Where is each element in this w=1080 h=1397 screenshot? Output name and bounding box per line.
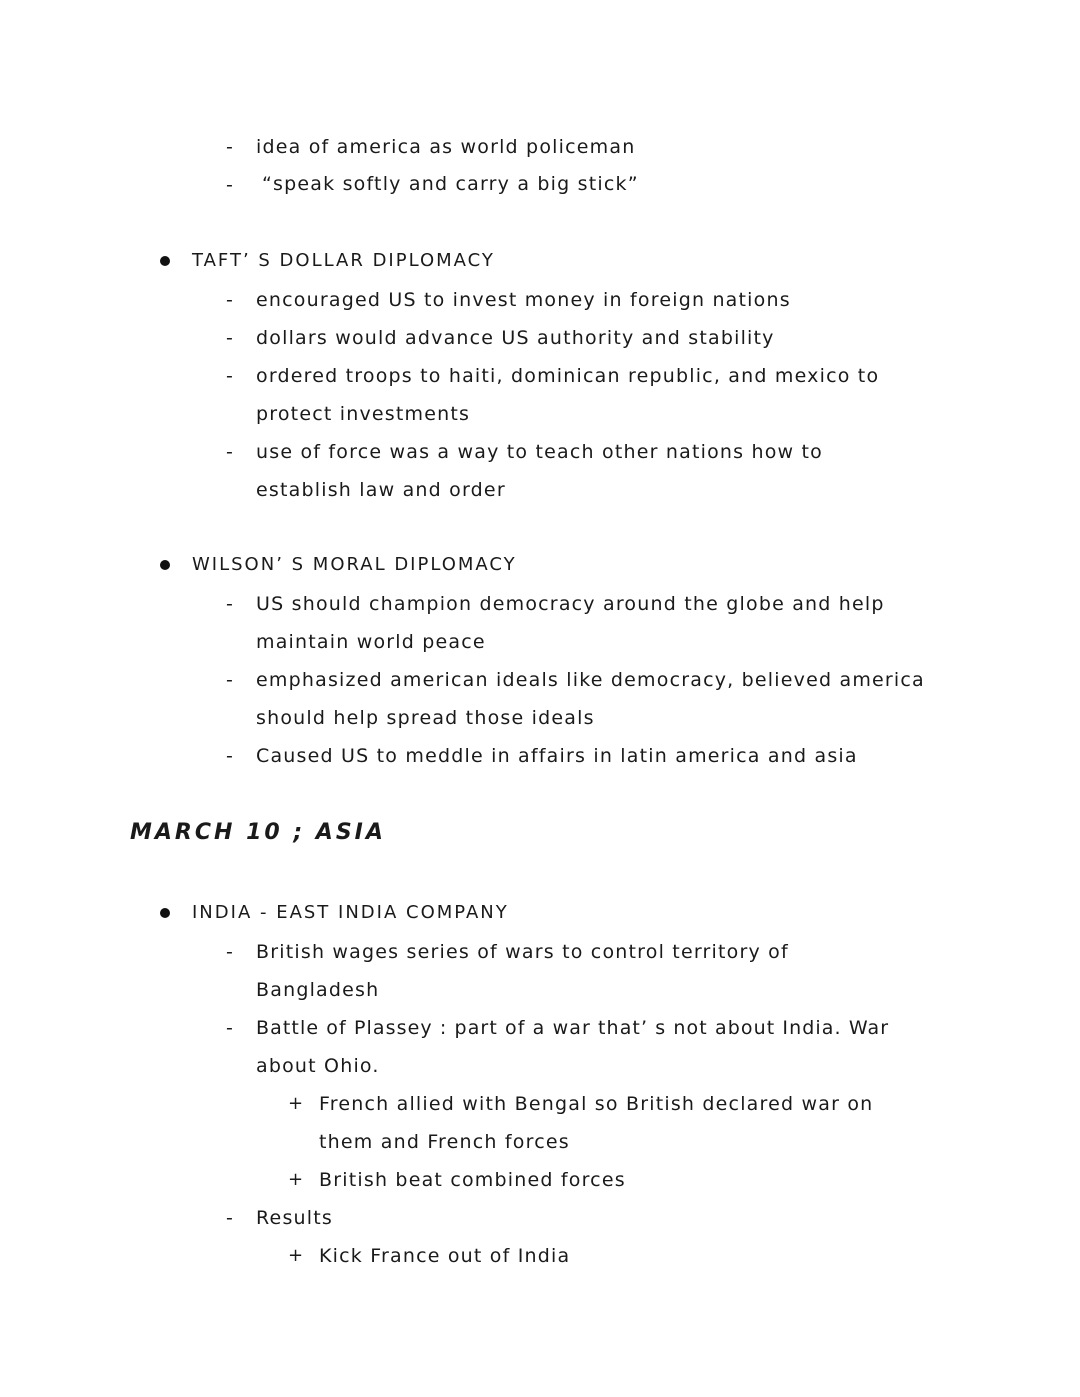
bullet-dot xyxy=(160,560,170,570)
bullet-dot xyxy=(160,256,170,266)
dash-marker: - xyxy=(226,174,233,196)
note-line: dollars would advance US authority and stability xyxy=(256,327,775,349)
note-line: French allied with Bengal so British declared war on xyxy=(319,1093,874,1115)
note-line: Bangladesh xyxy=(256,979,380,1001)
wilson-heading: WILSON’ S MORAL DIPLOMACY xyxy=(192,554,517,575)
note-line: Caused US to meddle in affairs in latin america and asia xyxy=(256,745,858,767)
dash-marker: - xyxy=(226,1017,233,1039)
note-line: about Ohio. xyxy=(256,1055,380,1077)
dash-marker: - xyxy=(226,441,233,463)
taft-heading: TAFT’ S DOLLAR DIPLOMACY xyxy=(192,250,495,271)
note-line: should help spread those ideals xyxy=(256,707,595,729)
note-line: encouraged US to invest money in foreign nations xyxy=(256,289,791,311)
plus-marker: + xyxy=(288,1169,304,1190)
dash-marker: - xyxy=(226,593,233,615)
india-heading: INDIA - EAST INDIA COMPANY xyxy=(192,902,509,923)
dash-marker: - xyxy=(226,1207,233,1229)
note-line: British wages series of wars to control territory of xyxy=(256,941,789,963)
note-line: “speak softly and carry a big stick” xyxy=(262,173,639,195)
dash-marker: - xyxy=(226,136,233,158)
dash-marker: - xyxy=(226,745,233,767)
note-line: them and French forces xyxy=(319,1131,570,1153)
note-line: establish law and order xyxy=(256,479,506,501)
note-line: idea of america as world policeman xyxy=(256,136,636,158)
plus-marker: + xyxy=(288,1245,304,1266)
section-title: MARCH 10 ; ASIA xyxy=(130,820,386,845)
note-line: Kick France out of India xyxy=(319,1245,571,1267)
dash-marker: - xyxy=(226,365,233,387)
note-line: use of force was a way to teach other nations how to xyxy=(256,441,823,463)
note-line: emphasized american ideals like democracy, believed america xyxy=(256,669,925,691)
dash-marker: - xyxy=(226,941,233,963)
note-line: protect investments xyxy=(256,403,471,425)
bullet-dot xyxy=(160,908,170,918)
note-line: British beat combined forces xyxy=(319,1169,626,1191)
dash-marker: - xyxy=(226,289,233,311)
plus-marker: + xyxy=(288,1093,304,1114)
dash-marker: - xyxy=(226,669,233,691)
dash-marker: - xyxy=(226,327,233,349)
note-line: Results xyxy=(256,1207,334,1229)
note-line: maintain world peace xyxy=(256,631,486,653)
note-line: US should champion democracy around the globe and help xyxy=(256,593,885,615)
note-line: ordered troops to haiti, dominican republic, and mexico to xyxy=(256,365,880,387)
note-line: Battle of Plassey : part of a war that’ s not about India. War xyxy=(256,1017,890,1039)
